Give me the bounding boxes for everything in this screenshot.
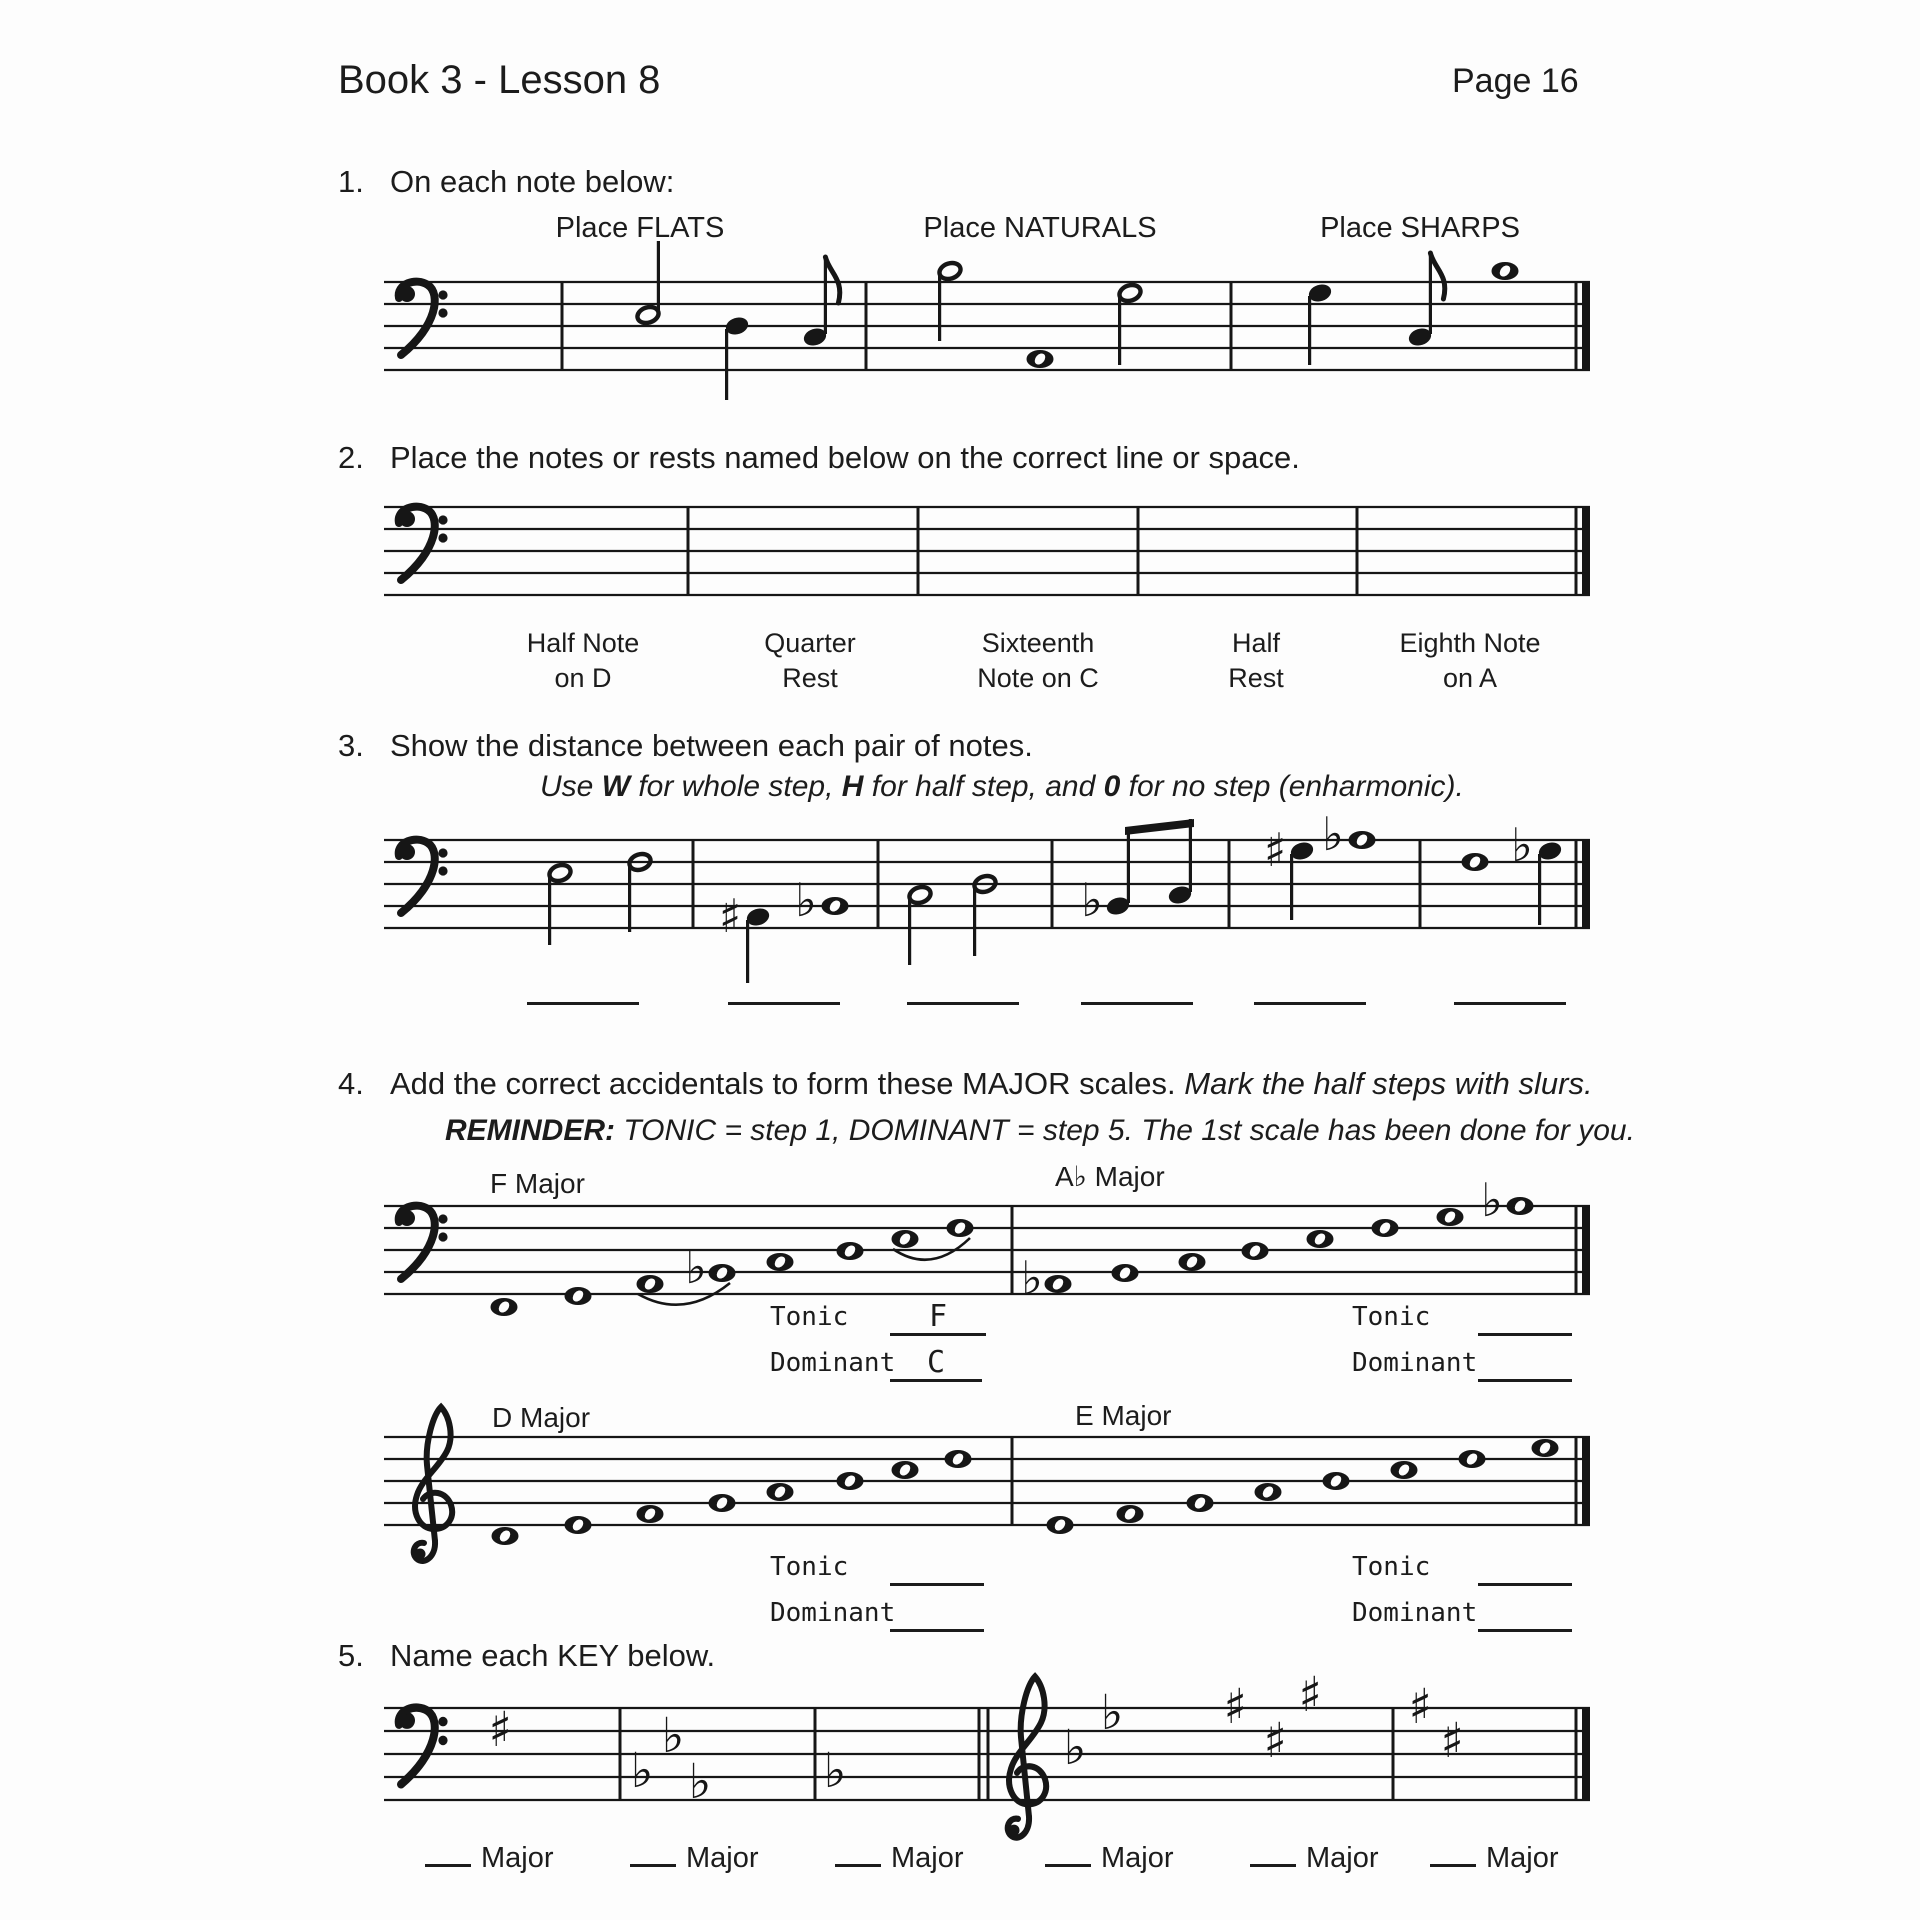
scale-label-d-major: D Major bbox=[492, 1402, 591, 1433]
ex1-staff-notation bbox=[380, 230, 1600, 410]
page-title: Book 3 - Lesson 8 bbox=[338, 58, 661, 102]
dominant-answer-d bbox=[890, 1596, 984, 1632]
ex5-answer-1: Major bbox=[425, 1842, 554, 1875]
ex2-label-sixteenth-c: Sixteenth Note on C bbox=[977, 628, 1099, 693]
bass-clef-icon bbox=[399, 282, 448, 355]
svg-text:♭: ♭ bbox=[823, 1743, 847, 1799]
scale-label-ab-major: A♭ Major bbox=[1055, 1161, 1165, 1192]
exercise1-number: 1. bbox=[338, 164, 364, 199]
exercise4-italic-note: Mark the half steps with slurs. bbox=[1184, 1066, 1593, 1101]
ex1-label-sharps: Place SHARPS bbox=[1320, 212, 1520, 244]
exercise4-reminder: REMINDER: TONIC = step 1, DOMINANT = step 5. The 1st scale has been done for you. bbox=[445, 1114, 1635, 1147]
dominant-label-d: Dominant bbox=[770, 1598, 896, 1628]
tonic-answer-ab bbox=[1478, 1300, 1572, 1336]
exercise3-number: 3. bbox=[338, 728, 364, 763]
ex1-label-naturals: Place NATURALS bbox=[923, 212, 1157, 244]
exercise3-hint: Use W for whole step, H for half step, and 0 for no step (enharmonic). bbox=[540, 770, 1464, 803]
ex5-answer-4: Major bbox=[1045, 1842, 1174, 1875]
exercise3-prompt bbox=[338, 728, 1033, 764]
svg-text:♯: ♯ bbox=[718, 889, 742, 943]
dominant-label-f: Dominant bbox=[770, 1348, 896, 1378]
svg-text:♭: ♭ bbox=[1081, 873, 1103, 927]
exercise1-prompt bbox=[338, 164, 674, 200]
ex5-blank-6 bbox=[1430, 1843, 1476, 1867]
ex2-label-half-rest: Half Rest bbox=[1228, 628, 1284, 693]
scale-label-f-major: F Major bbox=[490, 1168, 585, 1199]
svg-text:♭: ♭ bbox=[685, 1240, 707, 1294]
svg-text:♭: ♭ bbox=[1063, 1720, 1087, 1776]
exercise2-number: 2. bbox=[338, 440, 364, 475]
ex5-blank-4 bbox=[1045, 1843, 1091, 1867]
svg-text:♭: ♭ bbox=[1100, 1685, 1124, 1741]
svg-text:♯: ♯ bbox=[1263, 823, 1287, 877]
ex5-blank-5 bbox=[1250, 1843, 1296, 1867]
exercise4-prompt bbox=[338, 1066, 1593, 1102]
ex3-answer-blank-6 bbox=[1454, 1002, 1566, 1005]
ex3-answer-blank-2 bbox=[728, 1002, 840, 1005]
ex1-label-flats: Place FLATS bbox=[555, 212, 725, 244]
scale-label-e-major: E Major bbox=[1075, 1400, 1172, 1431]
bass-clef-icon bbox=[399, 1708, 448, 1785]
svg-text:♯: ♯ bbox=[1408, 1679, 1432, 1735]
ex5-staff-notation bbox=[380, 1660, 1600, 1850]
ex2-label-quarter-rest: Quarter Rest bbox=[764, 628, 856, 693]
dominant-answer-f: C bbox=[890, 1346, 982, 1382]
ex2-staff-notation bbox=[380, 480, 1600, 620]
tonic-label-d: Tonic bbox=[770, 1552, 849, 1582]
ex5-answer-3: Major bbox=[835, 1842, 964, 1875]
ex3-answer-blank-5 bbox=[1254, 1002, 1366, 1005]
svg-text:♭: ♭ bbox=[1322, 807, 1344, 861]
dominant-label-ab: Dominant bbox=[1352, 1348, 1478, 1378]
ex3-answer-blank-1 bbox=[527, 1002, 639, 1005]
tonic-answer-f: F bbox=[890, 1300, 986, 1336]
exercise2-text: Place the notes or rests named below on the correct line or space. bbox=[390, 440, 1300, 475]
svg-text:♯: ♯ bbox=[1298, 1667, 1322, 1723]
ex5-answer-5: Major bbox=[1250, 1842, 1379, 1875]
ex3-answer-blank-4 bbox=[1081, 1002, 1193, 1005]
tonic-answer-d bbox=[890, 1550, 984, 1586]
ex2-label-eighth-a: Eighth Note on A bbox=[1399, 628, 1541, 693]
page-number: Page 16 bbox=[1452, 62, 1579, 100]
tonic-answer-e bbox=[1478, 1550, 1572, 1586]
dominant-answer-e bbox=[1478, 1596, 1572, 1632]
exercise5-text: Name each KEY below. bbox=[390, 1638, 716, 1673]
svg-text:♯: ♯ bbox=[488, 1702, 512, 1758]
exercise5-number: 5. bbox=[338, 1638, 364, 1673]
svg-text:♭: ♭ bbox=[1021, 1251, 1043, 1305]
ex2-label-half-note-d: Half Note on D bbox=[526, 628, 640, 693]
svg-text:♭: ♭ bbox=[688, 1754, 712, 1810]
svg-text:♯: ♯ bbox=[1223, 1679, 1247, 1735]
treble-clef-icon bbox=[414, 1407, 452, 1561]
ex5-blank-1 bbox=[425, 1843, 471, 1867]
ex3-staff-notation bbox=[380, 790, 1600, 1000]
exercise2-prompt bbox=[338, 440, 1300, 476]
exercise1-text: On each note below: bbox=[390, 164, 675, 199]
ex5-blank-3 bbox=[835, 1843, 881, 1867]
svg-text:♭: ♭ bbox=[1511, 818, 1533, 872]
exercise4-text: Add the correct accidentals to form these MAJOR scales. bbox=[390, 1066, 1176, 1101]
ex5-blank-2 bbox=[630, 1843, 676, 1867]
svg-text:♭: ♭ bbox=[795, 873, 817, 927]
bass-clef-icon bbox=[399, 1206, 448, 1279]
svg-text:♭: ♭ bbox=[661, 1708, 685, 1764]
ex3-answer-blank-3 bbox=[907, 1002, 1019, 1005]
svg-text:♭: ♭ bbox=[1481, 1173, 1503, 1227]
dominant-answer-ab bbox=[1478, 1346, 1572, 1382]
tonic-label-ab: Tonic bbox=[1352, 1302, 1431, 1332]
exercise3-text: Show the distance between each pair of notes. bbox=[390, 728, 1033, 763]
bass-clef-icon bbox=[399, 840, 448, 913]
tonic-label-f: Tonic bbox=[770, 1302, 849, 1332]
svg-text:♭: ♭ bbox=[630, 1743, 654, 1799]
ex5-answer-2: Major bbox=[630, 1842, 759, 1875]
svg-text:♯: ♯ bbox=[1440, 1713, 1464, 1769]
exercise4-number: 4. bbox=[338, 1066, 364, 1101]
treble-clef-icon bbox=[1008, 1677, 1046, 1838]
ex5-answer-6: Major bbox=[1430, 1842, 1559, 1875]
tonic-label-e: Tonic bbox=[1352, 1552, 1431, 1582]
dominant-label-e: Dominant bbox=[1352, 1598, 1478, 1628]
bass-clef-icon bbox=[399, 507, 448, 580]
svg-text:♯: ♯ bbox=[1263, 1713, 1287, 1769]
